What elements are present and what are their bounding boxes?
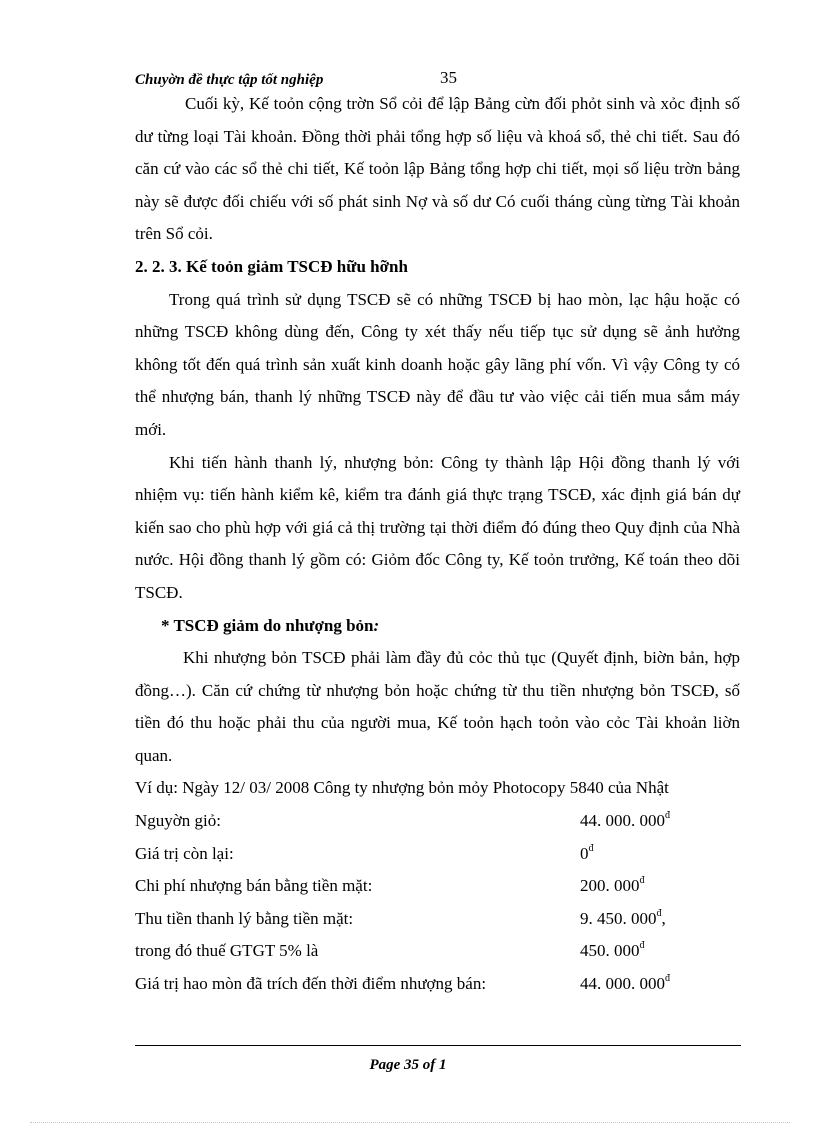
value-label: Giá trị còn lại:	[135, 843, 234, 863]
value-row	[135, 935, 740, 968]
value-row	[135, 838, 740, 871]
value-amount: 200. $000^đ$	[580, 875, 645, 896]
paragraph-asset-disposal: Trong quá trình sử dụng TSCĐ sẽ có những TSCĐ bị hao mòn, lạc hậu hoặc có những TSCĐ không dùng đến, Công ty xét thấy nếu tiếp tục sử dụng sẽ ảnh hưởng không tốt đến quá trình sản xuất kinh doanh hoặc gây lãng phí vốn. Vì vậy Công ty có thể nhượng bán, thanh lý những TSCĐ này để đầu tư vào việc cải tiến mua sắm máy mới.	[135, 289, 740, 439]
value-amount: 44. 000. $000^đ$	[580, 810, 670, 831]
bullet-heading	[135, 610, 740, 643]
value-amount: 450. $000^đ$	[580, 940, 645, 961]
value-row	[135, 870, 740, 903]
header-title: Chuyờn đề thực tập tốt nghiệp	[135, 72, 324, 88]
value-amount: 44. 000. $000^đ$	[580, 973, 670, 994]
value-label: Nguyờn giỏ:	[135, 811, 221, 831]
document-body	[135, 88, 740, 1001]
value-label: Giá trị hao mòn đã trích đến thời điểm nhượng bán:	[135, 974, 487, 994]
bullet-heading-colon: :	[373, 615, 380, 635]
paragraph-liquidation-council: Khi tiến hành thanh lý, nhượng bỏn: Công ty thành lập Hội đồng thanh lý với nhiệm vụ: tiến hành kiểm kê, kiểm tra đánh giá thực trạng TSCĐ, xác định giá bán dự kiến sao cho phù hợp với giá cả thị trường tại thời điểm đó đúng theo Quy định của Nhà nước. Hội đồng thanh lý gồm có: Giỏm đốc Công ty, Kế toỏn trưởng, Kế toán theo dõi TSCĐ.	[135, 452, 740, 602]
header-page-number: 35	[440, 68, 457, 87]
value-label: Chi phí nhượng bán bằng tiền mặt:	[135, 876, 373, 896]
value-list	[135, 805, 740, 1001]
bullet-heading-text: * TSCĐ giảm do nhượng bỏn	[161, 615, 374, 635]
paragraph-example: Ví dụ: Ngày 12/ 03/ 2008 Công ty nhượng bỏn mỏy Photocopy 5840 của Nhật	[135, 778, 669, 798]
value-label: Thu tiền thanh lý bằng tiền mặt:	[135, 908, 354, 928]
value-label: trong đó thuế GTGT 5% là	[135, 941, 319, 961]
value-row	[135, 805, 740, 838]
paragraph-closing-accounts: Cuối kỳ, Kế toỏn cộng trờn Sổ cỏi để lập Bảng cừn đối phỏt sinh và xỏc định số dư từng loại Tài khoản. Đồng thời phải tổng hợp số liệu và khoá sổ, thẻ chi tiết. Sau đó căn cứ vào các sổ thẻ chi tiết, Kế toỏn lập Bảng tổng hợp chi tiết, mọi số liệu trờn bảng này sẽ được đối chiếu với số phát sinh Nợ và số dư Có cuối tháng cùng từng Tài khoản trên Sổ cỏi.	[135, 94, 740, 244]
page-footer: Page 35 of 1	[369, 1057, 447, 1073]
value-amount: $0^đ$	[580, 842, 594, 863]
value-amount: 9. 450. $000^đ$,	[580, 907, 666, 928]
section-heading: 2. 2. 3. Kế toỏn giảm TSCĐ hữu hỡnh	[135, 256, 408, 276]
paragraph-sale-procedure: Khi nhượng bỏn TSCĐ phải làm đầy đủ cỏc thủ tục (Quyết định, biờn bản, hợp đồng…). Căn cứ chứng từ nhượng bỏn hoặc chứng từ thu tiền nhượng bỏn TSCĐ, số tiền đó thu hoặc phải thu của người mua, Kế toỏn hạch toỏn vào cỏc Tài khoản liờn quan.	[135, 648, 740, 765]
footer-rule	[135, 1045, 741, 1046]
value-row	[135, 903, 740, 936]
value-row	[135, 968, 740, 1001]
